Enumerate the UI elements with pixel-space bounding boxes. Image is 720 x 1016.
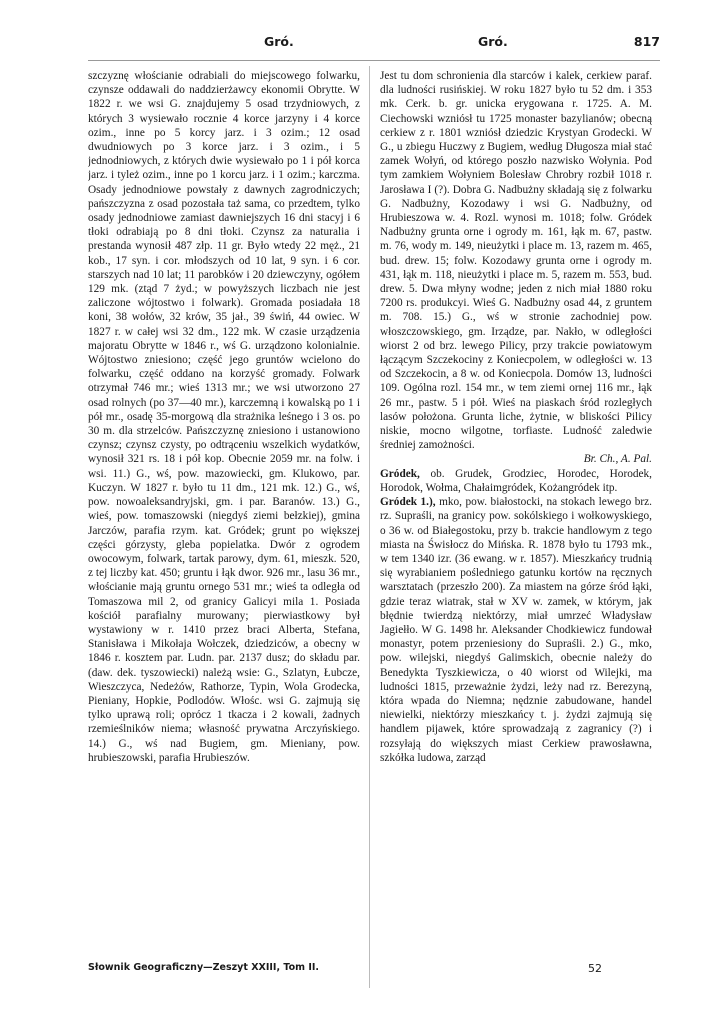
entry-grodek-1	[380, 495, 652, 765]
running-head-right: Gró.	[478, 34, 508, 49]
page-footer	[88, 962, 660, 978]
left-column	[88, 69, 360, 985]
right-column-text: Jest tu dom schronienia dla starców i kalek, cerkiew paraf. dla ludności rusińskiej. W roku 1827 było tu 52 dm. i 353 mk. Cerk. b. gr. unicka erygowana r. 1725. A. M. Ciechowski wzniósł tu 1725 monaster bazylianów; obecną cerkiew z r. 1801 wzniósł dziedzic Krystyan Grodecki. W G., u zbiegu Huczwy z Bugiem, według Długosza miał stać zamek Wołyń, od którego poszło nazwisko Wołynia. Pod tym zamkiem Wołyniem Bolesław Chrobry rozbił 1018 r. Jarosława I (?). Dobra G. Nadbużny składają się z folwarku G. Nadbużny, Kozodawy i wsi G. Nadbużny, od Hrubieszowa w. 4. Rozl. wynosi m. 1018; folw. Gródek Nadbużny grunta orne i ogrody m. 161, łąk m. 67, pastw. m. 76, wody m. 149, nieużytki i place m. 13, razem m. 465, bud. drew. 15; folw. Kozodawy grunta orne i ogrody m. 431, łąk m. 118, nieużytki i place m. 5, razem m. 553, bud. drew. 5. Dwa młyny wodne; jeden z nich miał 1880 roku 7200 rs. produkcyi. Wieś G. Nadbużny osad 44, z gruntem m. 708. 15.) G., wś w stronie zachodniej pow. włoszczowskiego, gm. Irządze, par. Nakło, w odległości wiorst 2 od brz. lewego Pilicy, przy trakcie powiatowym łączącym Szczekociny z Koniecpolem, w odległości w. 13 od Szczekocin, a 8 w. od Koniecpola. Domów 13, ludności 109. Ogólna rozl. 154 mr., w tem ziemi ornej 116 mr., łąk 26 mr., pastw. 5 i pół. Wieś na piaskach śród rozległych lasów położona. Grunta liche, żytnie, w bliskości Pilicy niskie, mocno wilgotne, torfiaste. Ludność zaledwie średniej zamożności.	[380, 70, 652, 452]
entry-body: ob. Grudek, Grodziec, Horodec, Horodek, Horodok, Wołma, Chałaimgródek, Kożangródek itp.	[380, 467, 652, 494]
entry-headword: Gródek 1.),	[380, 496, 436, 509]
footer-sheet-number: 52	[588, 962, 602, 975]
right-column	[380, 69, 652, 985]
running-head-left: Gró.	[264, 34, 294, 49]
entry-headword: Gródek,	[380, 467, 420, 480]
page-number: 817	[633, 34, 660, 49]
footer-publication: Słownik Geograficzny—Zeszyt XXIII, Tom II.	[88, 962, 319, 973]
left-column-text: szczyznę włościanie odrabiali do miejscowego folwarku, czynsze oddawali do naddzierżawcy ekonomii Obrytte. W 1822 r. we wsi G. znajdujemy 5 osad trzydniowych, z których 3 wysiewało rocznie 4 korce jarzyny i 4 korce ozim., inne po 5 korcy jarz. i 3 ozim.; 12 osad dwudniowych po 3 korce jarz. i 3 ozim., i 5 jednodniowych, z których dwie wysiewało po 1 i pół korca jarz. i tyleż ozim., inne po 1 korcu jarz. i 1 ozim.; karczma. Osady jednodniowe powstały z dawnych zagrodniczych; pańszczyzna z osad pozostała taż sama, co przedtem, tylko osady jednodniowe zamiast dawniejszych 16 dni stacyj i 6 tłoki odrabiają po 8 dni tłoki. Czynsz za naturalia i prestanda wynosił 487 złp. 11 gr. Było wtedy 22 męż., 21 kob., 17 syn. i cor. młodszych od 10 lat, 9 syn. i 6 cor. starszych nad 10 lat; 11 parobków i 20 dziewczyny, ogółem 129 mk. (ztąd 7 żyd.; w powyższych liczbach nie jest zaliczone wójtostwo i folwark). Gromada posiadała 18 koni, 38 wołów, 32 krów, 35 jał., 39 świń, 44 owiec. W 1827 r. w całej wsi 32 dm., 122 mk. W czasie urządzenia majoratu Obrytte w 1846 r., wś G. urządzono kolonialnie. Wójtostwo zniesiono; część jego gruntów wcielono do folwarku, część oddano na korzyść gromady. Folwark otrzymał 746 mr.; wieś 1313 mr.; we wsi utworzono 27 osad rolnych (po 37—40 mr.), karczemną i kowalską po 1 i pół mr., osadę 35-morgową dla strażnika leśnego i 3 os. po 30 m. dla strzelców. Pańszczyznę zniesiono i ustanowiono czynsz; czynsz czysty, po odtrąceniu wszelkich wydatków, wynosił 321 rs. 18 i pół kop. Obecnie 2059 mr. na folw. i wsi. 11.) G., wś, pow. mazowiecki, gm. Klukowo, par. Kuczyn. W 1827 r. było tu 11 dm., 121 mk. 12.) G., wś, pow. nowoaleksandryjski, gm. i par. Baranów. 13.) G., wieś, pow. tomaszowski (niegdyś ziemi bełzkiej), gmina Jarczów, parafia rzym. kat. Gródek; grunt po większej części górzysty, gleba popielatka. Dwór z ogrodem owocowym, folwark, tartak parowy, dym. 61, mieszk. 520, z tej liczby kat. 450; gruntu i łąk dwor. 926 mr., lasu 36 mr., włościanie mają gruntu ornego 531 mr.; wieś ta odległa od Tomaszowa mil 2, od granicy Galicyi mila 1. Posiada kościół parafialny murowany; pierwiastkowy był wystawiony w r. 1410 przez braci Alberta, Stefana, Stanisława i Mikołaja Wołczek, dziedziców, a obecny w 1846 r. kosztem par. Ludn. par. 2137 dusz; do składu par. (daw. dek. tyszowiecki) należą wsie: G., Szlatyn, Łubcze, Wieszczyca, Nedeżów, Rathorze, Typin, Wola Grodecka, Pieniany, Hopkie, Podlodów. Włośc. wsi G. zajmują się tylko uprawą roli; oprócz 1 tkacza i 2 kowali, żadnych rzemieślników niema; własność prywatna Arczyńskiego. 14.) G., wś nad Bugiem, gm. Mieniany, pow. hrubieszowski, parafia Hrubieszów.	[88, 70, 360, 764]
header-rule	[88, 60, 660, 61]
author-signature: Br. Ch., A. Pal.	[583, 453, 652, 466]
page-header	[88, 34, 660, 56]
column-divider	[369, 66, 370, 988]
entry-grodek-ref	[380, 467, 652, 495]
entry-body: mko, pow. białostocki, na stokach lewego brz. rz. Supraśli, na granicy pow. sokólskiego i wołkowyskiego, o 36 w. od Białegostoku, przy b. trakcie handlowym z tego miasta na Świsłocz do Mińska. R. 1878 było tu 1793 mk., w tem 1340 izr. (36 ewang. w r. 1857). Mieszkańcy trudnią się wyrabianiem pośledniego gatunku kortów na ręcznych warsztatach (przeszło 200). Za miastem na górze śród łąki, gdzie teraz wiatrak, stał w XV w. zamek, w którym, jak błędnie twierdzą niektórzy, miał umrzeć Władysław Jagiełło. W G. 1498 hr. Aleksander Chodkiewicz fundował monastyr, potem przeniesiony do Supraśli. 2.) G., mko, pow. wilejski, niegdyś Galimskich, obecnie należy do Benedykta Tyszkiewicza, o 40 wiorst od Wilejki, ma ludności 1815, przeważnie żydzi, leży nad rz. Berezyną, która wpada do Niemna; nędznie zabudowane, handel niewielki, niektórzy mieszkańcy t. j. żydzi zajmują się handlem pijawek, które sprowadzają z zagranicy (?) i rozsyłają do większych miast Cerkiew prawosławna, szkółka ludowa, zarząd	[380, 496, 652, 764]
